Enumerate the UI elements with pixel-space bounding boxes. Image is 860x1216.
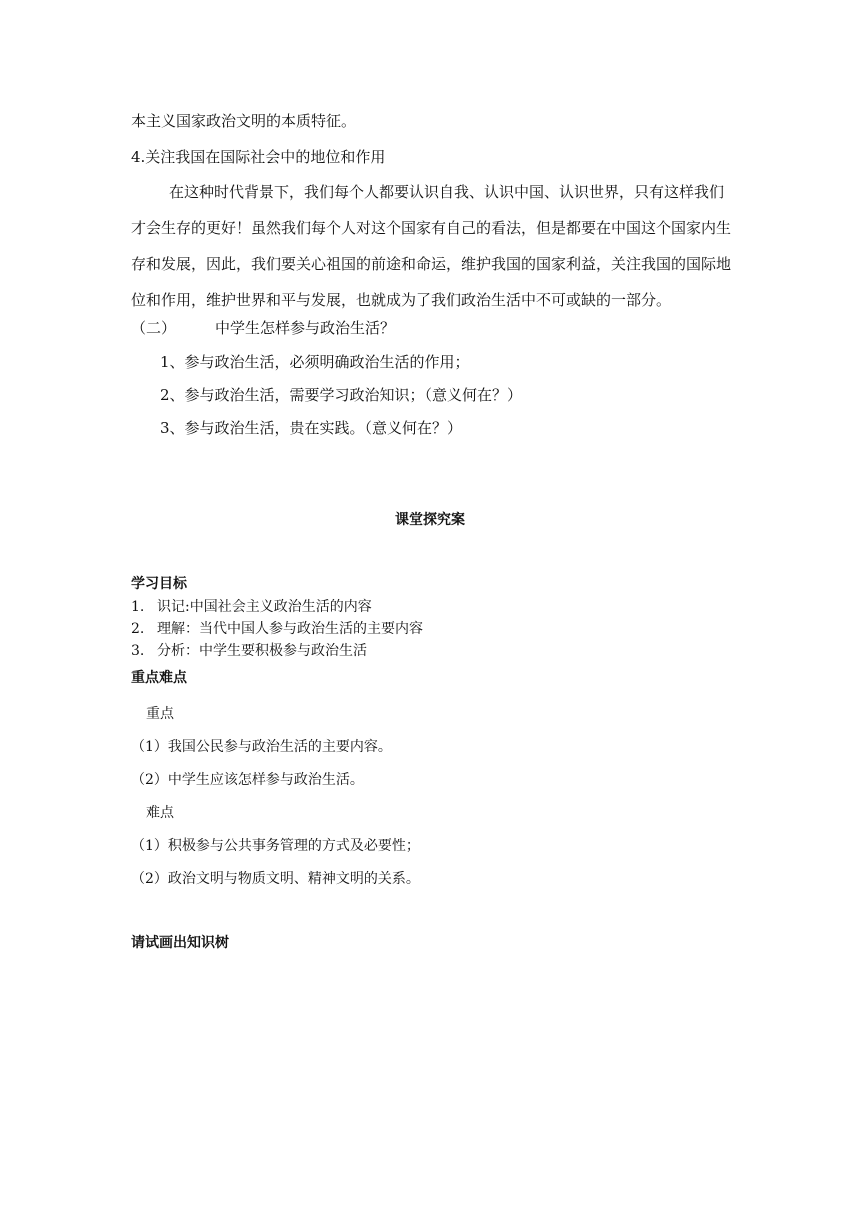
goals-heading: 学习目标 [131,576,187,592]
classroom-heading: 课堂探究案 [395,512,465,528]
section2-point-1: 1、参与政治生活，必须明确政治生活的作用； [160,353,470,371]
goal-item-3: 3. 分析：中学生要积极参与政治生活 [131,643,367,659]
goal-item-2: 2. 理解：当代中国人参与政治生活的主要内容 [131,621,423,637]
difficult-item-1: （1）积极参与公共事务管理的方式及必要性； [131,838,420,854]
paragraph-line: 存和发展，因此，我们要关心祖国的前途和命运，维护我国的国家利益，关注我国的国际地 [131,255,732,273]
difficult-item-2: （2）政治文明与物质文明、精神文明的关系。 [131,871,420,887]
continuation-line: 本主义国家政治文明的本质特征。 [131,112,357,130]
goal-item-1: 1. 识记:中国社会主义政治生活的内容 [131,599,372,615]
section2-point-2: 2、参与政治生活，需要学习政治知识；（意义何在？） [160,386,523,404]
section2-title: 中学生怎样参与政治生活？ [215,319,396,337]
keypoints-heading: 重点难点 [131,670,187,686]
section2-point-3: 3、参与政治生活，贵在实践。（意义何在？） [160,419,463,437]
section2-label: （二） [131,319,177,337]
knowledge-tree-heading: 请试画出知识树 [131,935,229,951]
key-item-2: （2）中学生应该怎样参与政治生活。 [131,772,364,788]
paragraph-line: 位和作用，维护世界和平与发展，也就成为了我们政治生活中不可或缺的一部分。 [131,291,672,309]
key-item-1: （1）我国公民参与政治生活的主要内容。 [131,739,392,755]
item4-paragraph [131,174,731,318]
key-label: 重点 [146,706,174,722]
paragraph-line: 才会生存的更好！虽然我们每个人对这个国家有自己的看法，但是都要在中国这个国家内生 [131,219,732,237]
difficult-label: 难点 [146,805,174,821]
item4-title: 4.关注我国在国际社会中的地位和作用 [131,148,386,166]
paragraph-line: 在这种时代背景下，我们每个人都要认识自我、认识中国、认识世界，只有这样我们 [169,183,725,201]
